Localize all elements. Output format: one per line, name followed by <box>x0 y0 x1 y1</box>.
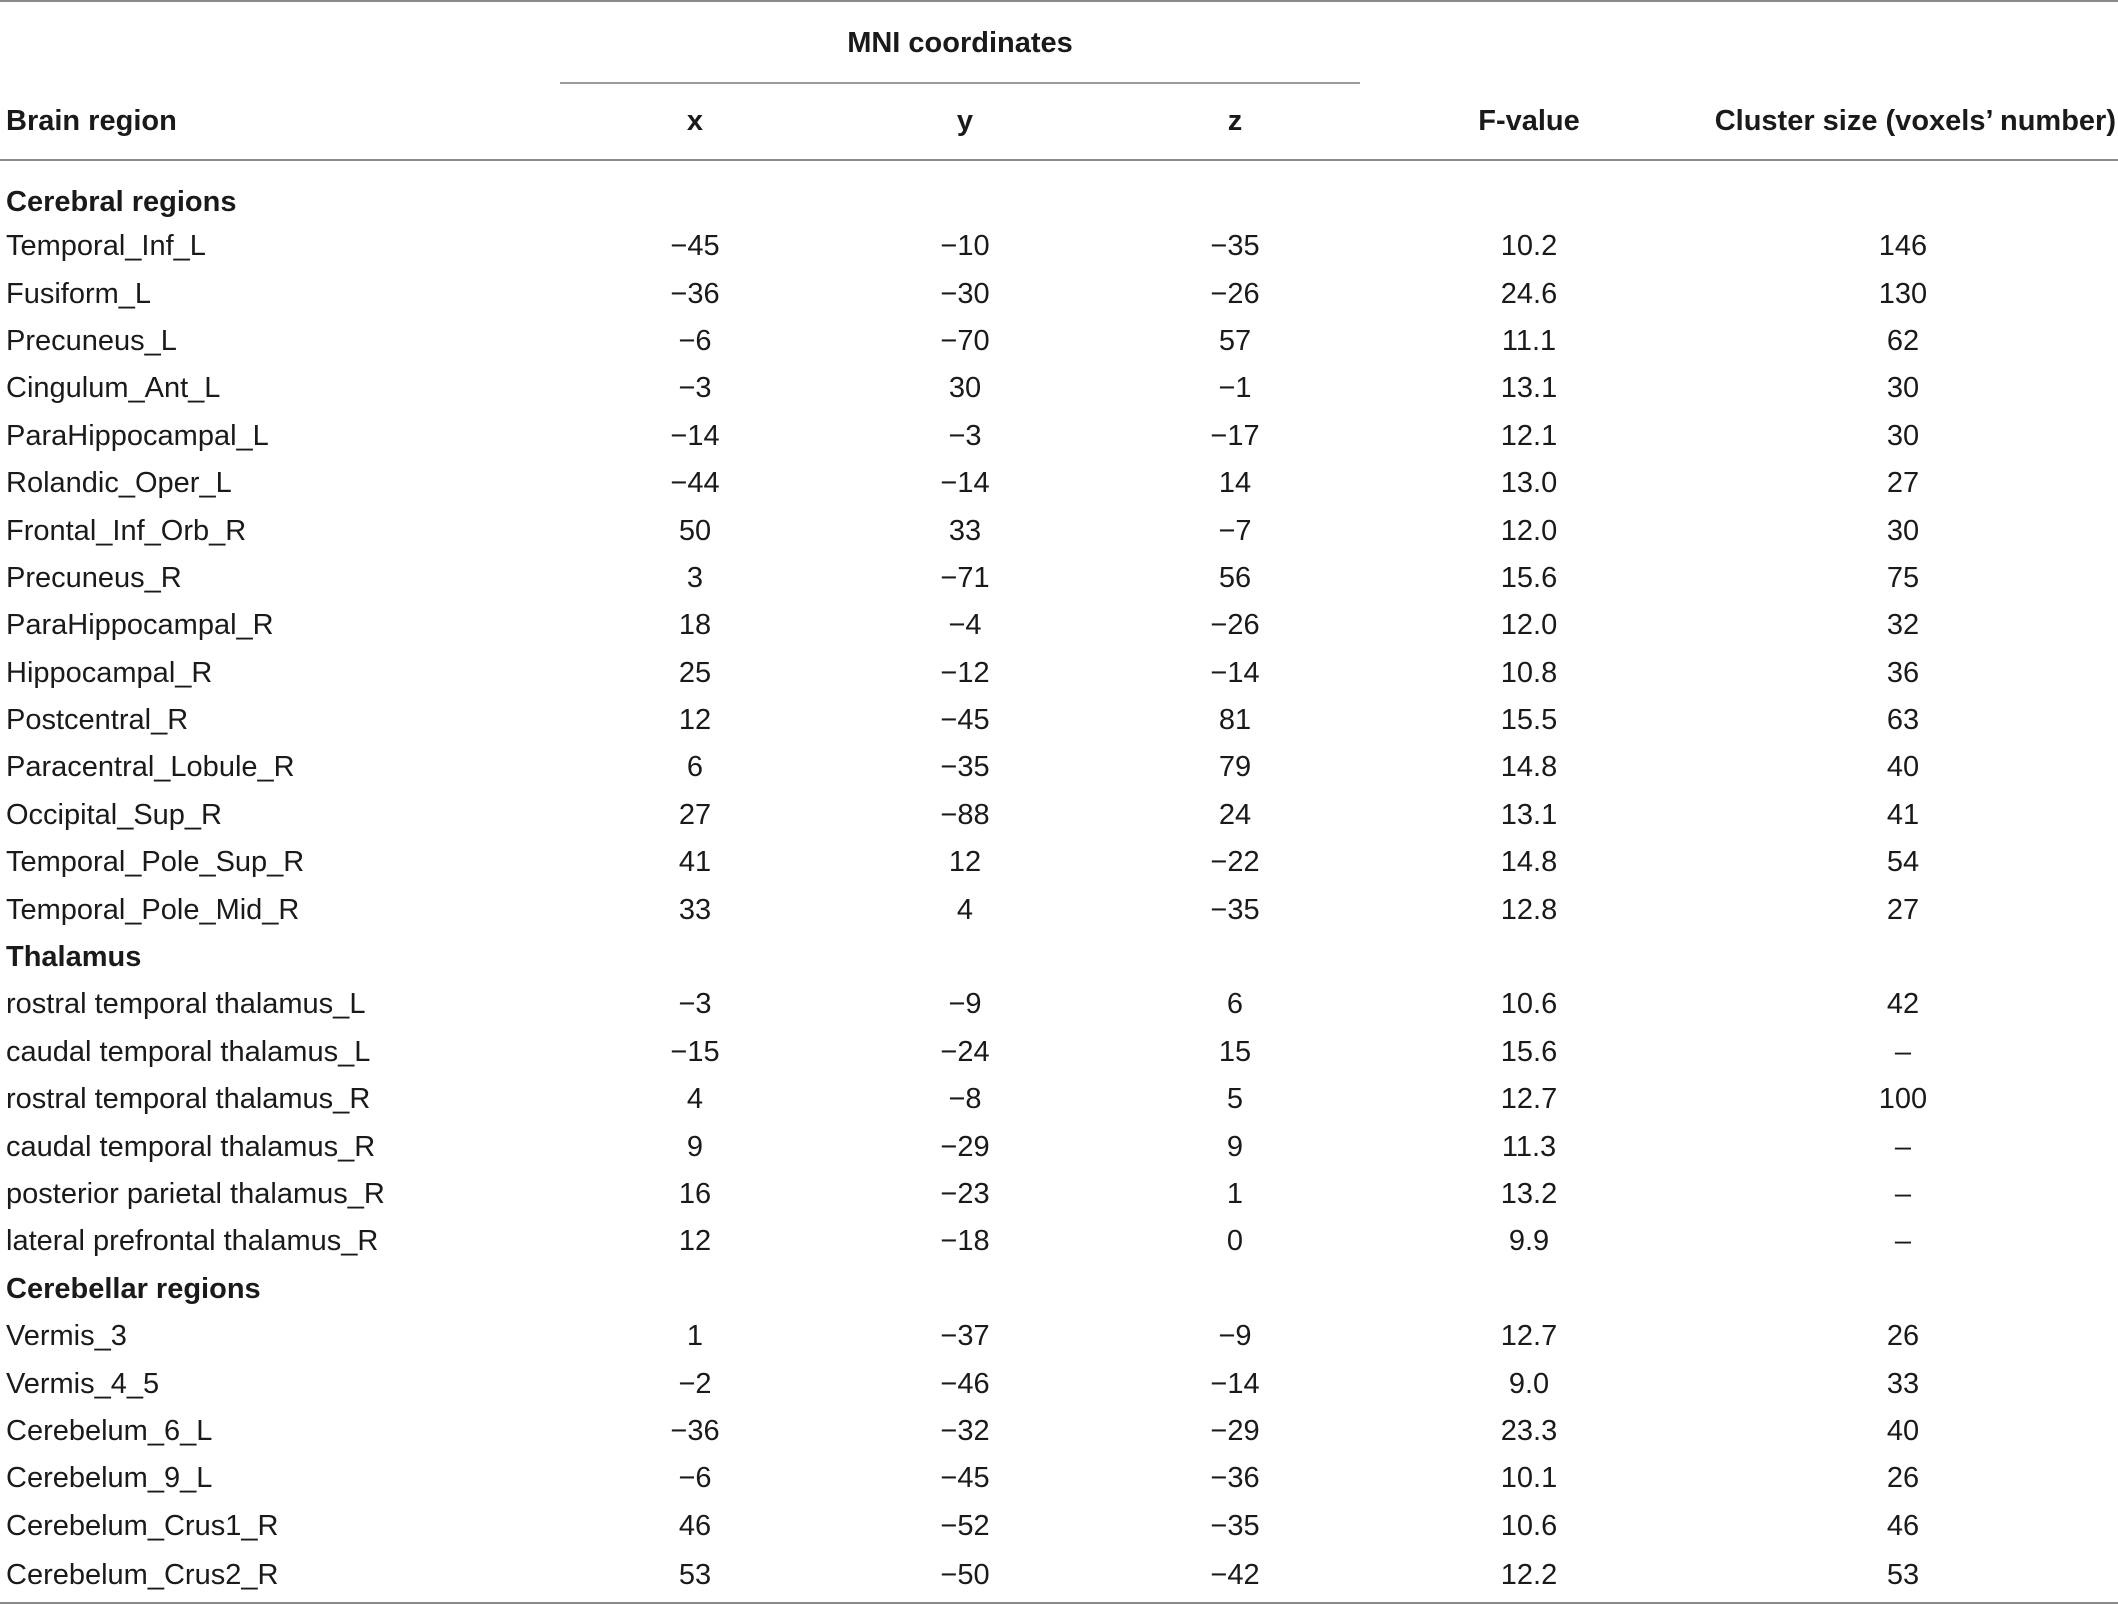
region-cell: Cerebelum_Crus1_R <box>6 1509 279 1542</box>
y-cell: −29 <box>940 1130 990 1163</box>
y-cell: −4 <box>948 609 982 642</box>
z-cell: 0 <box>1226 1225 1244 1258</box>
table-row <box>0 1360 2118 1407</box>
region-cell: Precuneus_L <box>6 324 177 357</box>
cluster-size-cell: 30 <box>1886 419 1920 452</box>
cluster-size-header: Cluster size (voxels’ number) <box>1688 84 2118 160</box>
region-cell: Frontal_Inf_Orb_R <box>6 514 247 547</box>
brain-region-header: Brain region <box>0 84 560 160</box>
y-cell: −45 <box>940 1462 990 1495</box>
cluster-size-cell: 40 <box>1886 751 1920 784</box>
x-cell: 25 <box>678 656 712 689</box>
region-cell: Temporal_Pole_Mid_R <box>6 893 300 926</box>
cluster-size-cell: 30 <box>1886 372 1920 405</box>
x-cell: 6 <box>686 751 704 784</box>
y-cell: −14 <box>940 467 990 500</box>
section-title: Cerebral regions <box>6 186 237 218</box>
cluster-size-cell: 40 <box>1886 1414 1920 1447</box>
z-cell: −17 <box>1210 419 1260 452</box>
cluster-size-cell: 33 <box>1886 1367 1920 1400</box>
cluster-size-cell: 36 <box>1886 656 1920 689</box>
x-cell: −6 <box>678 1462 712 1495</box>
f-value-cell: 10.6 <box>1500 988 1558 1021</box>
x-cell: −2 <box>678 1367 712 1400</box>
y-cell: −50 <box>830 1550 1100 1603</box>
table-header <box>0 1 2118 160</box>
f-value-cell: 12.7 <box>1500 1083 1558 1116</box>
table-row <box>0 318 2118 365</box>
y-cell: −71 <box>940 561 990 594</box>
y-cell: −35 <box>940 751 990 784</box>
table-row <box>0 1313 2118 1360</box>
f-value-cell: 12.8 <box>1500 893 1558 926</box>
cluster-size-cell: 46 <box>1886 1509 1920 1542</box>
z-cell: −26 <box>1210 609 1260 642</box>
cluster-size-cell: – <box>1894 1130 1912 1163</box>
f-value-cell: 11.3 <box>1501 1130 1557 1163</box>
header-group-row <box>0 2 2118 84</box>
y-cell: −24 <box>940 1035 990 1068</box>
f-value-cell: 9.9 <box>1508 1225 1550 1258</box>
region-cell: rostral temporal thalamus_R <box>6 1083 371 1116</box>
f-value-cell: 10.1 <box>1500 1462 1558 1495</box>
section-header-row <box>0 1266 2118 1313</box>
cluster-size-cell: 42 <box>1886 988 1920 1021</box>
region-cell: Cerebelum_9_L <box>6 1462 213 1495</box>
table-row <box>0 1408 2118 1455</box>
z-header: z <box>1100 84 1370 160</box>
x-cell: 53 <box>560 1550 830 1603</box>
x-cell: 33 <box>678 893 712 926</box>
z-cell: −35 <box>1210 230 1260 263</box>
section-header-row <box>0 934 2118 981</box>
x-cell: 50 <box>678 514 712 547</box>
x-cell: −44 <box>670 467 720 500</box>
table-row <box>0 1550 2118 1603</box>
cluster-size-cell: 53 <box>1688 1550 2118 1603</box>
table-row <box>0 1455 2118 1502</box>
y-cell: −9 <box>948 988 982 1021</box>
z-cell: −7 <box>1218 514 1252 547</box>
y-cell: −52 <box>940 1509 990 1542</box>
table-row <box>0 507 2118 554</box>
table-row <box>0 1171 2118 1218</box>
section-header-row <box>0 160 2118 223</box>
region-cell: Temporal_Pole_Sup_R <box>6 846 305 879</box>
region-cell: rostral temporal thalamus_L <box>6 988 366 1021</box>
region-cell: Vermis_3 <box>6 1320 127 1353</box>
x-cell: 16 <box>678 1178 712 1210</box>
z-cell: 15 <box>1218 1035 1252 1068</box>
z-cell: −36 <box>1210 1462 1260 1495</box>
x-cell: 9 <box>686 1130 704 1163</box>
table-row <box>0 650 2118 697</box>
cluster-size-cell: 75 <box>1886 561 1920 594</box>
x-cell: −45 <box>670 230 720 263</box>
y-cell: −3 <box>948 419 982 452</box>
f-value-cell: 14.8 <box>1500 846 1558 879</box>
y-cell: −45 <box>940 704 990 737</box>
z-cell: 1 <box>1226 1178 1244 1210</box>
f-value-cell: 15.5 <box>1500 704 1558 737</box>
cluster-size-cell: – <box>1894 1225 1912 1258</box>
region-cell: ParaHippocampal_L <box>6 419 269 452</box>
cluster-size-cell: 27 <box>1886 467 1920 500</box>
f-value-cell: 11.1 <box>1501 324 1557 357</box>
y-cell: −8 <box>948 1083 982 1116</box>
y-cell: −70 <box>940 324 990 357</box>
y-cell: 12 <box>948 846 982 879</box>
f-value-cell: 13.1 <box>1500 798 1558 831</box>
z-cell: −1 <box>1218 372 1252 405</box>
x-cell: 41 <box>678 846 712 879</box>
region-cell: caudal temporal thalamus_L <box>6 1035 371 1068</box>
f-value-cell: 15.6 <box>1500 1035 1558 1068</box>
cluster-size-cell: 100 <box>1878 1083 1928 1116</box>
z-cell: −35 <box>1210 893 1260 926</box>
table-row <box>0 270 2118 317</box>
y-cell: −88 <box>940 798 990 831</box>
z-cell: 57 <box>1218 324 1252 357</box>
region-cell: Fusiform_L <box>6 277 152 310</box>
cluster-size-cell: 54 <box>1886 846 1920 879</box>
cluster-size-cell: 27 <box>1886 893 1920 926</box>
table-body <box>0 160 2118 1603</box>
f-value-cell: 14.8 <box>1500 751 1558 784</box>
f-value-cell: 15.6 <box>1500 561 1558 594</box>
cluster-size-cell: 62 <box>1886 324 1920 357</box>
cluster-size-cell: 32 <box>1886 609 1920 642</box>
z-cell: −14 <box>1210 1367 1260 1400</box>
region-cell: Postcentral_R <box>6 704 189 737</box>
y-cell: −46 <box>940 1367 990 1400</box>
table-row <box>0 744 2118 791</box>
region-cell: Cerebelum_6_L <box>6 1414 213 1447</box>
region-cell: Rolandic_Oper_L <box>6 467 232 500</box>
f-value-cell: 12.0 <box>1500 609 1558 642</box>
f-value-cell: 10.2 <box>1500 230 1558 263</box>
x-cell: 12 <box>678 1225 712 1258</box>
region-cell: Paracentral_Lobule_R <box>6 751 295 784</box>
x-cell: 12 <box>678 704 712 737</box>
section-title: Thalamus <box>6 941 142 974</box>
table-row <box>0 223 2118 270</box>
table-row <box>0 460 2118 507</box>
table-row <box>0 839 2118 886</box>
y-header: y <box>830 84 1100 160</box>
f-value-header: F-value <box>1370 84 1688 160</box>
table-row <box>0 792 2118 839</box>
table-row <box>0 1218 2118 1265</box>
table-row <box>0 1503 2118 1550</box>
x-cell: 27 <box>678 798 712 831</box>
x-cell: −14 <box>670 419 720 452</box>
z-cell: −26 <box>1210 277 1260 310</box>
table-row <box>0 365 2118 412</box>
y-cell: −10 <box>940 230 990 263</box>
y-cell: 33 <box>948 514 982 547</box>
z-cell: −42 <box>1100 1550 1370 1603</box>
f-value-cell: 13.1 <box>1500 372 1558 405</box>
region-cell: Precuneus_R <box>6 561 182 594</box>
y-cell: −23 <box>940 1178 990 1210</box>
cluster-size-cell: 41 <box>1886 798 1920 831</box>
region-cell: ParaHippocampal_R <box>6 609 274 642</box>
table-row <box>0 981 2118 1028</box>
z-cell: 14 <box>1218 467 1252 500</box>
x-cell: 4 <box>686 1083 704 1116</box>
cluster-size-cell: – <box>1894 1178 1912 1210</box>
f-value-cell: 12.1 <box>1500 419 1558 452</box>
region-cell: caudal temporal thalamus_R <box>6 1130 376 1163</box>
cluster-size-cell: – <box>1894 1035 1912 1068</box>
x-header: x <box>560 84 830 160</box>
z-cell: −9 <box>1218 1320 1252 1353</box>
table-row <box>0 697 2118 744</box>
x-cell: −3 <box>678 372 712 405</box>
region-cell: Cerebelum_Crus2_R <box>0 1550 560 1603</box>
f-value-cell: 24.6 <box>1500 277 1558 310</box>
region-cell: Cingulum_Ant_L <box>6 372 221 405</box>
x-cell: 46 <box>678 1509 712 1542</box>
table-row <box>0 413 2118 460</box>
z-cell: 81 <box>1218 704 1252 737</box>
z-cell: 6 <box>1226 988 1244 1021</box>
region-cell: posterior parietal thalamus_R <box>6 1178 385 1210</box>
table-row <box>0 886 2118 933</box>
y-cell: −37 <box>940 1320 990 1353</box>
f-value-cell: 12.0 <box>1500 514 1558 547</box>
region-cell: Hippocampal_R <box>6 656 213 689</box>
z-cell: 56 <box>1218 561 1252 594</box>
x-cell: −3 <box>678 988 712 1021</box>
y-cell: −30 <box>940 277 990 310</box>
table-row <box>0 1123 2118 1170</box>
cluster-size-cell: 26 <box>1886 1320 1920 1353</box>
x-cell: 1 <box>686 1320 704 1353</box>
x-cell: −15 <box>670 1035 720 1068</box>
cluster-size-cell: 130 <box>1878 277 1928 310</box>
f-value-cell: 12.2 <box>1370 1550 1688 1603</box>
z-cell: 5 <box>1226 1083 1244 1116</box>
z-cell: −22 <box>1210 846 1260 879</box>
y-cell: −12 <box>940 656 990 689</box>
z-cell: 79 <box>1218 751 1252 784</box>
y-cell: −18 <box>940 1225 990 1258</box>
section-title: Cerebellar regions <box>6 1272 261 1305</box>
z-cell: 9 <box>1226 1130 1244 1163</box>
mni-coordinates-header: MNI coordinates <box>560 2 1370 84</box>
z-cell: 24 <box>1218 798 1252 831</box>
cluster-size-cell: 146 <box>1878 230 1928 263</box>
y-cell: 30 <box>948 372 982 405</box>
table-row <box>0 1029 2118 1076</box>
f-value-cell: 13.2 <box>1500 1178 1558 1210</box>
f-value-cell: 13.0 <box>1500 467 1558 500</box>
z-cell: −14 <box>1210 656 1260 689</box>
f-value-cell: 10.8 <box>1500 656 1558 689</box>
cluster-size-cell: 63 <box>1886 704 1920 737</box>
x-cell: 18 <box>678 609 712 642</box>
x-cell: 3 <box>686 561 704 594</box>
y-cell: 4 <box>956 893 974 926</box>
z-cell: −29 <box>1210 1414 1260 1447</box>
header-label-row <box>0 84 2118 160</box>
f-value-cell: 9.0 <box>1508 1367 1550 1400</box>
table-row <box>0 1076 2118 1123</box>
region-cell: Occipital_Sup_R <box>6 798 222 831</box>
region-cell: lateral prefrontal thalamus_R <box>6 1225 379 1258</box>
x-cell: −6 <box>678 324 712 357</box>
x-cell: −36 <box>670 1414 720 1447</box>
f-value-cell: 23.3 <box>1500 1414 1558 1447</box>
f-value-cell: 12.7 <box>1500 1320 1558 1353</box>
cluster-size-cell: 26 <box>1886 1462 1920 1495</box>
f-value-cell: 10.6 <box>1500 1509 1558 1542</box>
x-cell: −36 <box>670 277 720 310</box>
z-cell: −35 <box>1210 1509 1260 1542</box>
region-cell: Temporal_Inf_L <box>6 230 206 263</box>
y-cell: −32 <box>940 1414 990 1447</box>
region-cell: Vermis_4_5 <box>6 1367 160 1400</box>
table-row <box>0 602 2118 649</box>
table-row <box>0 555 2118 602</box>
cluster-size-cell: 30 <box>1886 514 1920 547</box>
